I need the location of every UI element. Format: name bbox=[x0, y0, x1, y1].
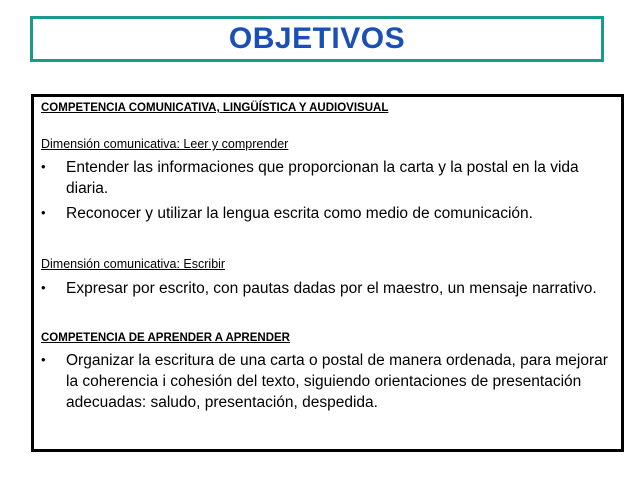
list-item-text: Organizar la escritura de una carta o postal de manera ordenada, para mejorar la coherencia i cohesión del texto, siguiendo orientaciones de presentación adecuadas: saludo, presentación, despedida. bbox=[66, 352, 608, 411]
objectives-content-box bbox=[31, 94, 624, 452]
list-item bbox=[41, 157, 611, 199]
dimension-heading-read: Dimensión comunicativa: Leer y comprender bbox=[41, 137, 289, 151]
list-item bbox=[41, 203, 611, 224]
dimension-heading-write: Dimensión comunicativa: Escribir bbox=[41, 257, 226, 271]
list-item bbox=[41, 350, 611, 413]
bullet-icon: • bbox=[41, 205, 46, 220]
title-box bbox=[30, 16, 604, 62]
section-heading-learning: COMPETENCIA DE APRENDER A APRENDER bbox=[41, 332, 290, 344]
bullet-icon: • bbox=[41, 280, 46, 295]
list-item-text: Reconocer y utilizar la lengua escrita como medio de comunicación. bbox=[66, 205, 533, 222]
list-item-text: Expresar por escrito, con pautas dadas por el maestro, un mensaje narrativo. bbox=[66, 280, 597, 297]
list-item bbox=[41, 278, 611, 299]
bullet-icon: • bbox=[41, 352, 46, 367]
list-item-text: Entender las informaciones que proporcionan la carta y la postal en la vida diaria. bbox=[66, 159, 579, 197]
bullet-icon: • bbox=[41, 159, 46, 174]
page-title: OBJETIVOS bbox=[228, 22, 406, 55]
section-heading-communicative: COMPETENCIA COMUNICATIVA, LINGÜÍSTICA Y AUDIOVISUAL bbox=[41, 102, 389, 114]
